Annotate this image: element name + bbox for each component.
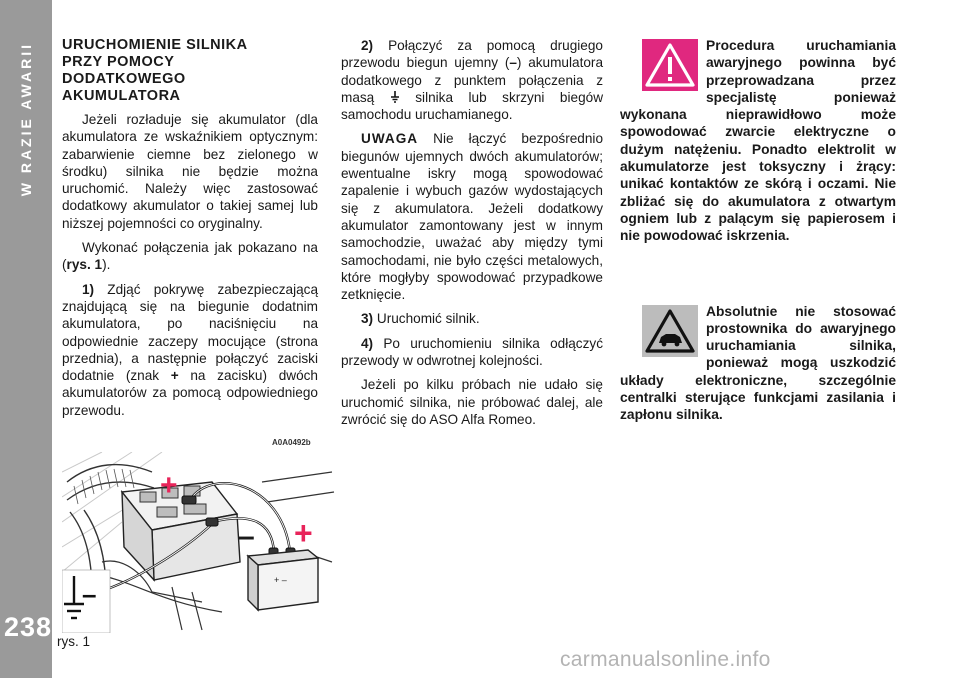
engine-bay-drawing [62,452,336,633]
column-1 [62,37,318,426]
ground-minus-label: – [82,579,97,609]
warning-charger: Absolutnie nie stosować prostownika do awaryjnego uruchamiania silnika, ponieważ mogą uszkodzić układy elektroniczne, szczególnie centralki sterujące funkcjami zasilania i zapłonu silnika. [620,303,896,423]
figure-caption: rys. 1 [57,634,91,649]
paragraph-aso: Jeżeli po kilku próbach nie udało się uruchomić silnika, nie próbować dalej, ale zwrócić się do ASO Alfa Romeo. [341,377,603,427]
figure-code: A0A0492b [272,438,311,447]
step-4: 4) Po uruchomieniu silnika odłączyć przewody w odwrotnej kolejności. [341,335,603,369]
paragraph-connections: Wykonać połączenia jak pokazano na (rys. 1). [62,240,318,273]
battery-jump-illustration [62,452,336,633]
page-number: 238 [4,612,53,642]
warning-triangle-icon [642,39,698,91]
svg-text:+ –: + – [274,575,287,585]
section-title: W RAZIE AWARII [18,41,34,197]
step-number: 1) [82,281,95,297]
step-1: 1) Zdjąć pokrywę zabezpieczającą znajdującą się na biegunie dodatnim akumulatora, po naciśnięciu na odpowiednie zaczepy mocujące (strona przednia), a następnie połączyć zaciski dodatnie (znak + na zacisku) dwóch akumulatorów za pomocą odpowiedniego przewodu. [62,281,319,418]
uwaga-label: UWAGA [361,131,419,147]
watermark: carmanualsonline.info [560,648,771,671]
section-heading: URUCHOMIENIE SILNIKA PRZY POMOCY DODATKOWEGO AKUMULATORA [62,37,248,104]
minus-sign: – [509,55,517,71]
sidebar [0,0,52,678]
aux-plus-label: + [294,515,313,551]
figure-reference: rys. 1 [66,257,103,273]
column-2 [341,37,603,435]
step-3: 3) Uruchomić silnik. [361,311,480,327]
ground-icon [390,91,400,103]
uwaga-note: UWAGA Nie łączyć bezpośrednio biegunów ujemnych dwóch akumulatorów; ewentualne iskry mogą spowodować zapalenie i wybuch gazów wydostających się z akumulatora. Jeżeli dodatkowy akumulator zamontowany jest w innym samochodzie, uważać aby między tymi samochodami, nie było części metalowych, które mogłyby spowodować przypadkowe zetknięcie. [341,131,604,303]
step-2: 2) Połączyć za pomocą drugiego przewodu biegun ujemny (–) akumulatora dodatkowego z punktem połączenia z masą silnika lub skrzyni biegów samochodu uruchamianego. [341,38,604,123]
aux-minus-label: – [238,520,255,553]
car-warning-icon [642,305,698,357]
column-3 [620,37,896,424]
warning-electrolyte: Procedura uruchamiania awaryjnego powinna być przeprowadzana przez specjalistę ponieważ wykonana nieprawidłowo może spowodować zwarcie elektryczne o dużym natężeniu. Ponadto elektrolit w akumulatorze jest toksyczny i żrący: unikać kontaktów ze skórą i oczami. Nie zbliżać się do akumulatora z otwartym ogniem lub z palącym się papierosem i nie powodować iskrzenia. [620,38,896,244]
plus-sign: + [170,368,179,384]
paragraph-intro: Jeżeli rozładuje się akumulator (dla akumulatora ze wskaźnikiem optycznym: zabarwienie ciemne bez zielonego w środku) silnika nie będzie można uruchomić. Należy więc zastosować dodatkowy akumulator o takiej samej lub niższej pojemności co oryginalny. [62,112,318,231]
vehicle-plus-label: + [160,469,178,502]
